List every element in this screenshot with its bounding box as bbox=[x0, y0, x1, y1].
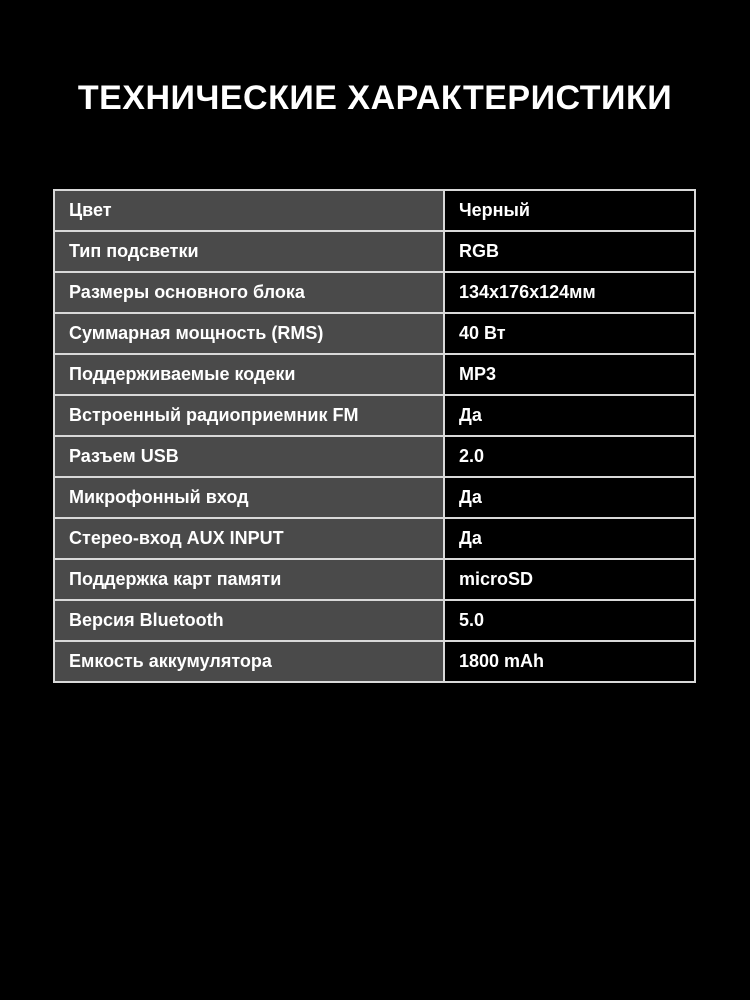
spec-value: Да bbox=[444, 477, 695, 518]
spec-label: Поддержка карт памяти bbox=[54, 559, 444, 600]
table-row bbox=[54, 477, 695, 518]
table-row bbox=[54, 272, 695, 313]
spec-value: 2.0 bbox=[444, 436, 695, 477]
spec-value: 134x176x124мм bbox=[444, 272, 695, 313]
spec-label: Поддерживаемые кодеки bbox=[54, 354, 444, 395]
spec-label: Суммарная мощность (RMS) bbox=[54, 313, 444, 354]
table-row bbox=[54, 600, 695, 641]
spec-label: Тип подсветки bbox=[54, 231, 444, 272]
spec-value: Черный bbox=[444, 190, 695, 231]
table-row bbox=[54, 354, 695, 395]
table-row bbox=[54, 395, 695, 436]
spec-label: Емкость аккумулятора bbox=[54, 641, 444, 682]
table-row bbox=[54, 641, 695, 682]
table-row bbox=[54, 518, 695, 559]
spec-label: Разъем USB bbox=[54, 436, 444, 477]
spec-value: Да bbox=[444, 395, 695, 436]
spec-value: microSD bbox=[444, 559, 695, 600]
specs-table bbox=[53, 189, 696, 683]
spec-label: Размеры основного блока bbox=[54, 272, 444, 313]
spec-value: Да bbox=[444, 518, 695, 559]
table-row bbox=[54, 436, 695, 477]
spec-label: Цвет bbox=[54, 190, 444, 231]
spec-value: MP3 bbox=[444, 354, 695, 395]
page-title: ТЕХНИЧЕСКИЕ ХАРАКТЕРИСТИКИ bbox=[77, 79, 673, 117]
table-row bbox=[54, 559, 695, 600]
table-row bbox=[54, 231, 695, 272]
spec-label: Встроенный радиоприемник FM bbox=[54, 395, 444, 436]
spec-value: RGB bbox=[444, 231, 695, 272]
spec-value: 1800 mAh bbox=[444, 641, 695, 682]
table-row bbox=[54, 313, 695, 354]
table-row bbox=[54, 190, 695, 231]
spec-value: 40 Вт bbox=[444, 313, 695, 354]
spec-label: Версия Bluetooth bbox=[54, 600, 444, 641]
spec-label: Микрофонный вход bbox=[54, 477, 444, 518]
spec-value: 5.0 bbox=[444, 600, 695, 641]
spec-label: Стерео-вход AUX INPUT bbox=[54, 518, 444, 559]
